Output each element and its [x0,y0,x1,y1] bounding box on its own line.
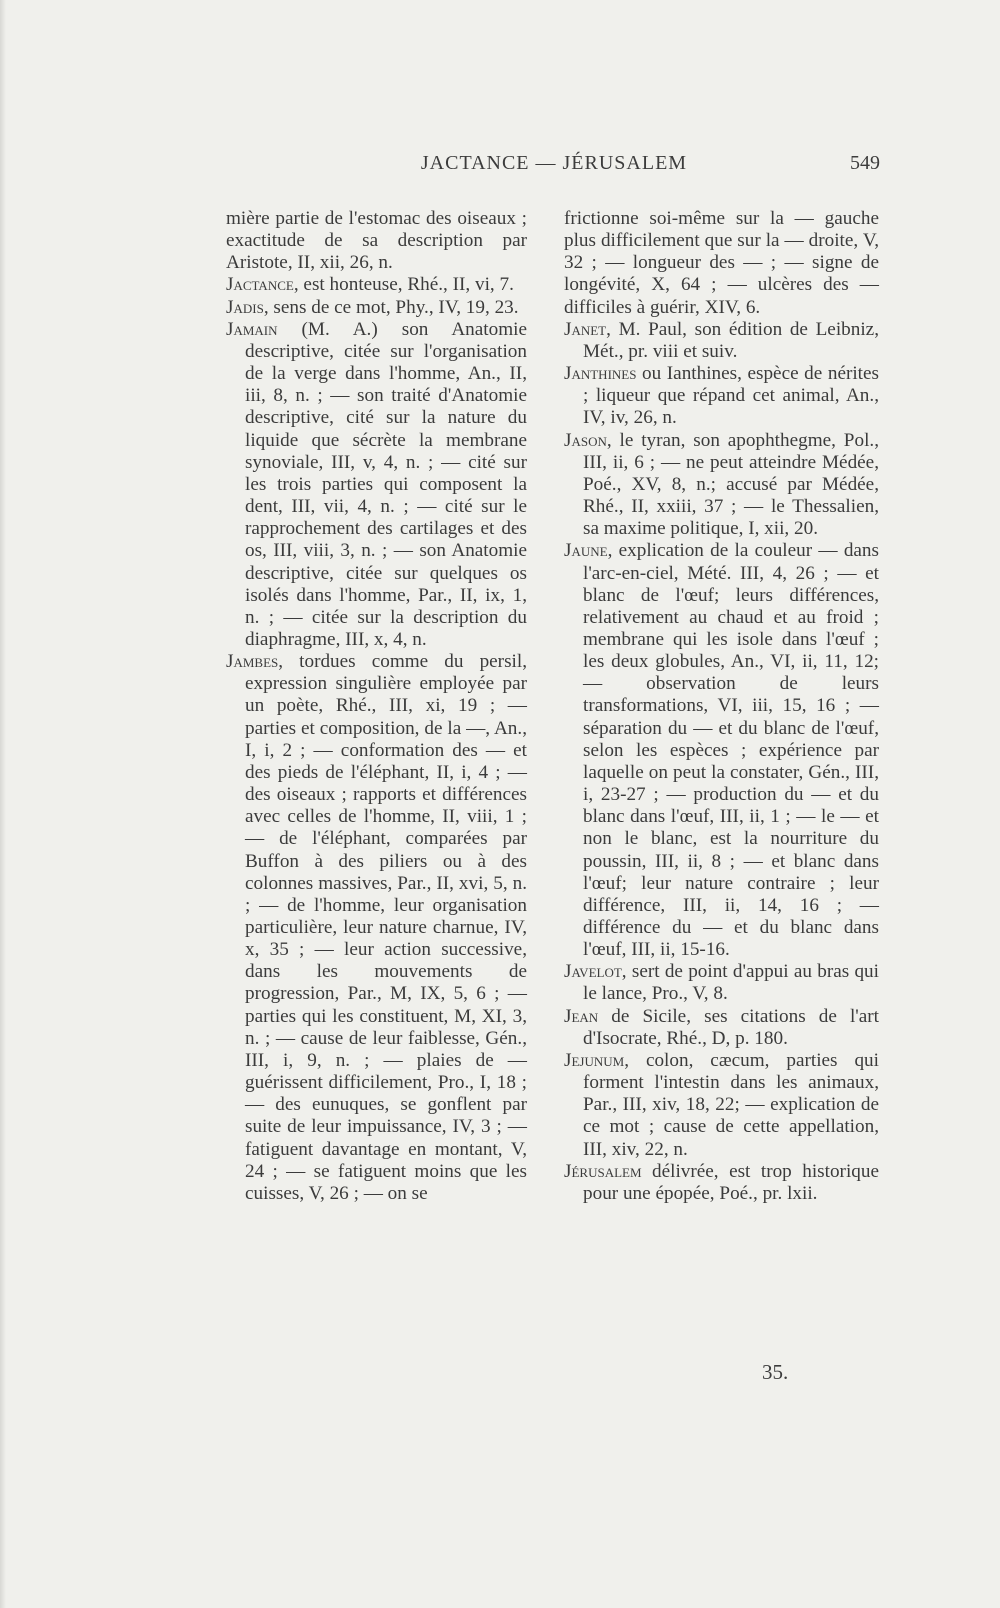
index-entry [564,319,879,363]
index-entry [226,208,527,274]
entry-text: de Sicile, ses citations de l'art d'Isocrate, Rhé., D, p. 180. [583,1005,879,1049]
entry-headword: Jejunum [564,1049,625,1071]
index-entry [564,363,879,429]
index-entry [226,319,527,651]
entry-headword: Jaune [564,540,608,562]
index-entry [226,297,527,319]
index-entry [564,208,879,319]
entry-text: mière partie de l'estomac des oiseaux ; exactitude de sa description par Aristote, II, xii, 26, n. [226,208,527,274]
running-head: JACTANCE — JÉRUSALEM [420,152,688,174]
entry-headword: Javelot [564,961,622,983]
right-column [564,208,879,1205]
entry-text: ou Ianthines, espèce de nérites ; liqueur que répand cet animal, An., IV, iv, 26, n. [583,363,879,429]
entry-text: , M. Paul, son édition de Leibniz, Mét., pr. viii et suiv. [583,318,879,362]
index-entry [564,1006,879,1050]
signature-mark: 35. [762,1360,789,1384]
page-edge [0,0,6,1608]
entry-text: , sens de ce mot, Phy., IV, 19, 23. [263,296,519,318]
entry-text: (M. A.) son Anatomie descriptive, citée sur l'organisation de la verge dans l'homme, An., II, iii, 8, n. ; — son traité d'Anatomie descriptive, cité sur la nature du liquide que sécrète la membrane synoviale, III, v, 4, n. ; — cité sur les trois parties qui composent la dent, III, vii, 4, n. ; — cité sur le rapprochement des cartilages et des os, III, viii, 3, n. ; — son Anatomie descriptive, citée sur quelques os isolés dans l'homme, Par., II, ix, 1, n. ; — citée sur la description du diaphragme, III, x, 4, n. [245,318,527,650]
index-entry [564,961,879,1005]
index-entry [564,430,879,541]
entry-text: , est honteuse, Rhé., II, vi, 7. [293,274,514,296]
entry-headword: Janet [564,318,607,340]
entry-headword: Jamain [226,318,278,340]
index-entry [564,1050,879,1161]
page-number: 549 [850,152,880,174]
entry-headword: Janthines [564,363,637,385]
left-column [226,208,527,1205]
entry-text: , sert de point d'appui au bras qui le lance, Pro., V, 8. [583,961,879,1005]
index-entry [226,274,527,296]
entry-text: délivrée, est trop historique pour une épopée, Poé., pr. lxii. [583,1160,879,1204]
entry-text: , tordues comme du persil, expression singulière employée par un poète, Rhé., III, xi, 19 ; — parties et composition, de la —, An., I, i, 2 ; — conformation des — et des pieds de l'éléphant, II, i, 4 ; — des oiseaux ; rapports et différences avec celles de l'homme, II, viii, 1 ; — de l'éléphant, comparées par Buffon à des piliers ou à des colonnes massives, Par., II, xvi, 5, n. ; — de l'homme, leur organisation particulière, leur nature charnue, IV, x, 35 ; — leur action successive, dans les mouvements de progression, Par., M, IX, 5, 6 ; — parties qui les constituent, M, XI, 3, n. ; — cause de leur faiblesse, Gén., III, i, 9, n. ; — plaies de — guérissent difficilement, Pro., I, 18 ; — des eunuques, se gonflent par suite de leur impuissance, IV, 3 ; — fatiguent davantage en montant, V, 24 ; — se fatiguent moins que les cuisses, V, 26 ; — on se [245,651,527,1204]
entry-headword: Jactance [226,274,294,296]
index-entry [226,651,527,1205]
entry-headword: Jason [564,429,607,451]
entry-text: , le tyran, son apophthegme, Pol., III, ii, 6 ; — ne peut atteindre Médée, Poé., XV, 8, n.; accusé par Médée, Rhé., II, xxiii, 37 ; — le Thessalien, sa maxime politique, I, xii, 20. [583,429,879,540]
entry-text: frictionne soi-même sur la — gauche plus difficilement que sur la — droite, V, 32 ; — longueur des — ; — signe de longévité, X, 64 ; — ulcères des — difficiles à guérir, XIV, 6. [564,208,879,318]
entry-text: , colon, cæcum, parties qui forment l'intestin dans les animaux, Par., III, xiv, 18, 22; — explication de ce mot ; cause de cette appellation, III, xiv, 22, n. [583,1049,879,1160]
index-entry [564,1161,879,1205]
page-header [228,152,880,192]
entry-headword: Jadis [226,296,264,318]
entry-headword: Jambes [226,651,279,673]
index-entry [564,540,879,961]
entry-headword: Jérusalem [564,1160,642,1182]
entry-text: , explication de la couleur — dans l'arc-en-ciel, Mété. III, 4, 26 ; — et blanc de l'œuf; leurs différences, relativement au chaud et au froid ; membrane qui les isole dans l'œuf ; les deux globules, An., VI, ii, 11, 12; — observation de leurs transformations, VI, iii, 15, 16 ; — séparation du — et du blanc de l'œuf, selon les espèces ; expérience par laquelle on peut la constater, Gén., III, i, 23-27 ; — production du — et du blanc dans l'œuf, III, ii, 1 ; — le — et non le blanc, est la nourriture du poussin, III, ii, 8 ; — et blanc dans l'œuf; leur nature contraire ; leur différence, III, ii, 14, 16 ; — différence du — et du blanc dans l'œuf, III, ii, 15-16. [583,540,879,961]
entry-headword: Jean [564,1005,599,1027]
